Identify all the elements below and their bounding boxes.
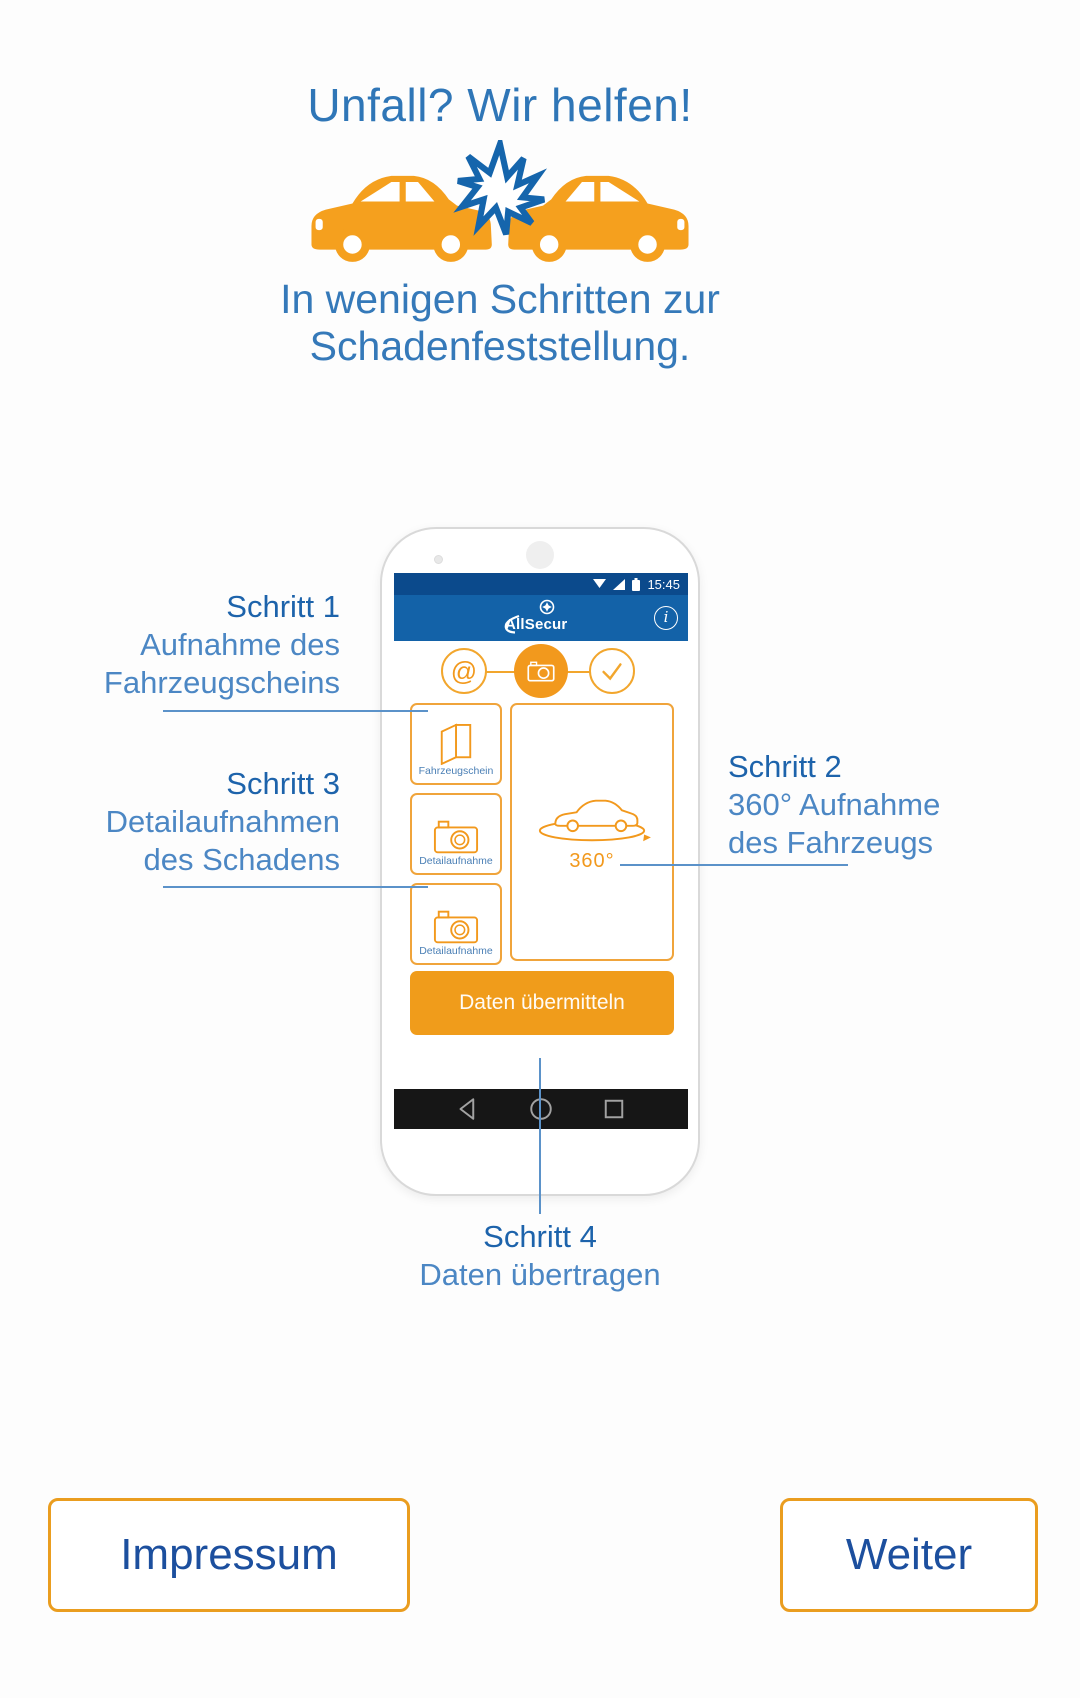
- tile-label: Fahrzeugschein: [418, 765, 494, 777]
- annotation-line-step1: [163, 710, 428, 712]
- tile-detailaufnahme-2: [410, 883, 502, 965]
- status-time: 15:45: [647, 576, 680, 592]
- page-title: Unfall? Wir helfen!: [307, 79, 693, 131]
- front-camera-dot: [434, 555, 443, 564]
- annotation-line-step3: [163, 886, 428, 888]
- info-icon: i: [654, 606, 678, 630]
- tile-fahrzeugschein: [410, 703, 502, 785]
- tile-label: Detailaufnahme: [419, 855, 493, 867]
- camera-step-icon-active: [514, 644, 568, 698]
- vehicle-registration-booklet-icon: [437, 721, 475, 765]
- car-360-turntable-icon: [533, 792, 651, 848]
- status-bar: [394, 573, 688, 595]
- annotation-line-step2: [620, 864, 848, 866]
- battery-icon: [632, 578, 640, 591]
- annotation-step4: Schritt 4 Daten übertragen: [419, 1219, 661, 1292]
- phone-screen: [394, 573, 688, 1129]
- tile-label: Detailaufnahme: [419, 945, 493, 957]
- hero-section: [0, 0, 1000, 370]
- recents-icon: [599, 1094, 629, 1124]
- app-header: [394, 595, 688, 641]
- camera-icon: [433, 819, 479, 855]
- tile-detailaufnahme-1: [410, 793, 502, 875]
- email-step-icon: @: [441, 648, 487, 694]
- page-subtitle: In wenigen Schritten zur Schadenfeststellung.: [280, 276, 720, 369]
- capture-360-area: [510, 703, 674, 961]
- annotation-step2: Schritt 2 360° Aufnahme des Fahrzeugs: [728, 749, 941, 860]
- check-step-icon: [589, 648, 635, 694]
- crash-cars-illustration: [0, 140, 1000, 270]
- back-icon: [453, 1094, 483, 1124]
- android-nav-bar: [394, 1089, 688, 1129]
- speaker-grill: [526, 541, 554, 569]
- weiter-button[interactable]: Weiter: [780, 1498, 1038, 1612]
- impressum-button[interactable]: Impressum: [48, 1498, 410, 1612]
- daten-uebermitteln-button: Daten übermitteln: [410, 971, 674, 1035]
- camera-icon: [433, 909, 479, 945]
- annotation-step1: Schritt 1 Aufnahme des Fahrzeugscheins: [103, 589, 340, 700]
- annotation-line-step4: [539, 1058, 541, 1214]
- wifi-icon: [593, 579, 606, 589]
- progress-stepper: [394, 641, 688, 699]
- allsecur-logo: AllSecur: [489, 599, 593, 637]
- signal-icon: [613, 579, 625, 590]
- degrees-label: 360°: [569, 849, 615, 872]
- annotation-step3: Schritt 3 Detailaufnahmen des Schadens: [105, 766, 340, 877]
